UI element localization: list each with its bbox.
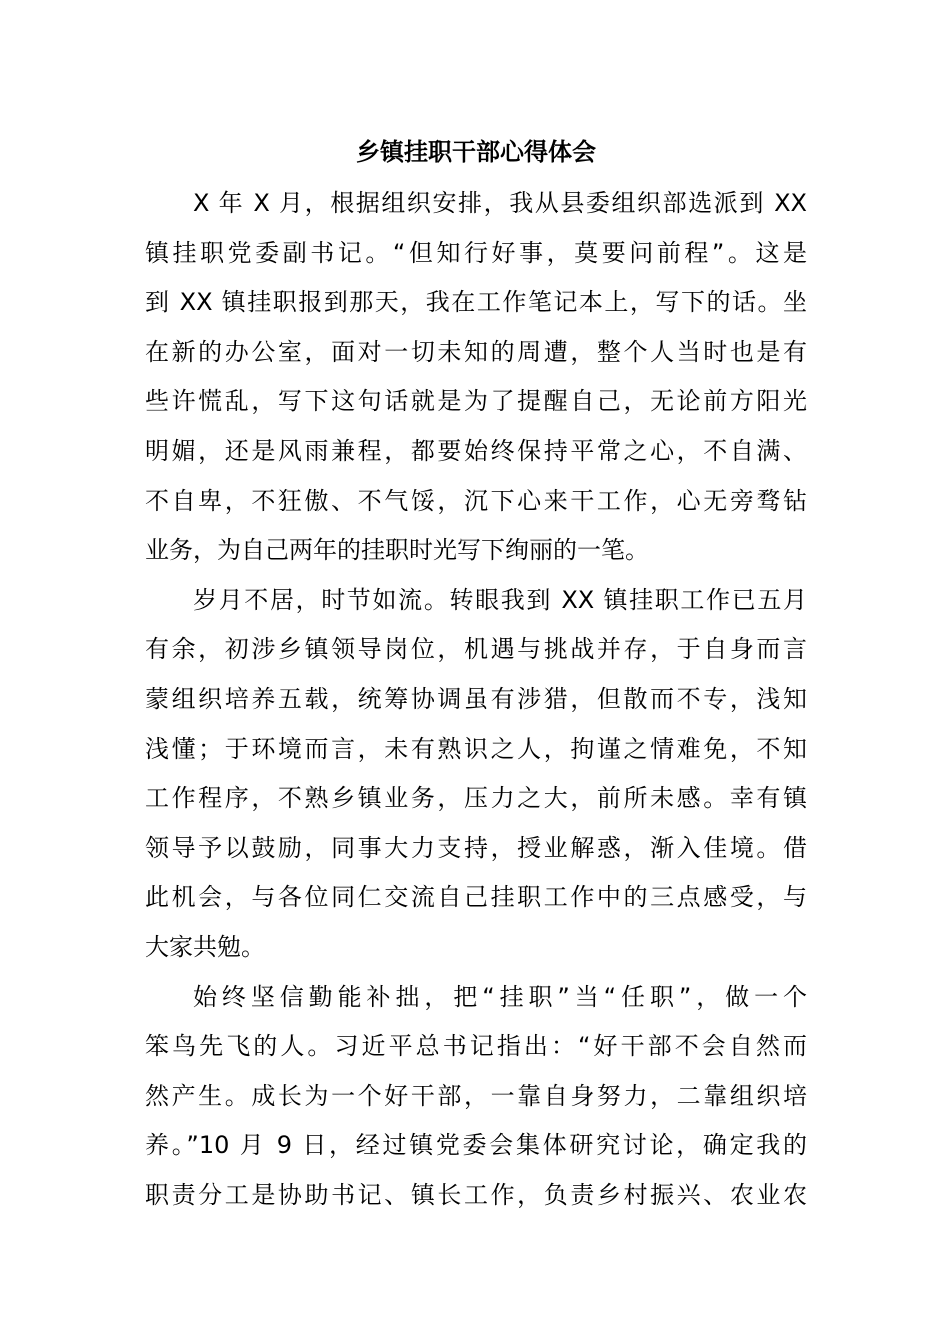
document-page <box>145 0 807 1344</box>
text-line: 养。”10 月 9 日，经过镇党委会集体研究讨论，确定我的 <box>145 1131 807 1160</box>
text-line: 此机会，与各位同仁交流自己挂职工作中的三点感受，与 <box>145 883 807 912</box>
text-line: 业务，为自己两年的挂职时光写下绚丽的一笔。 <box>145 536 649 565</box>
paragraph-1 <box>145 179 807 576</box>
text-line: 然产生。成长为一个好干部，一靠自身努力，二靠组织培 <box>145 1081 807 1110</box>
text-line: 浅懂；于环境而言，未有熟识之人，拘谨之情难免，不知 <box>145 734 807 763</box>
text-line: 不自卑，不狂傲、不气馁，沉下心来干工作，心无旁骛钻 <box>145 486 807 515</box>
text-line: 有余，初涉乡镇领导岗位，机遇与挑战并存，于自身而言 <box>145 635 807 664</box>
text-line: 大家共勉。 <box>145 932 265 961</box>
paragraph-3 <box>145 973 807 1221</box>
text-line: 到 XX 镇挂职报到那天，我在工作笔记本上，写下的话。坐 <box>145 288 807 317</box>
text-line: 些许慌乱，写下这句话就是为了提醒自己，无论前方阳光 <box>145 387 807 416</box>
text-line: 始终坚信勤能补拙，把“挂职”当“任职”，做一个 <box>193 982 807 1011</box>
text-line: 职责分工是协助书记、镇长工作，负责乡村振兴、农业农 <box>145 1180 807 1209</box>
text-line: 笨鸟先飞的人。习近平总书记指出：“好干部不会自然而 <box>145 1032 807 1061</box>
text-line: 岁月不居，时节如流。转眼我到 XX 镇挂职工作已五月 <box>193 585 807 614</box>
text-line: 明媚，还是风雨兼程，都要始终保持平常之心，不自满、 <box>145 436 807 465</box>
text-line: 在新的办公室，面对一切未知的周遭，整个人当时也是有 <box>145 337 807 366</box>
text-line: 镇挂职党委副书记。“但知行好事，莫要问前程”。这是 <box>145 238 807 267</box>
document-title: 乡镇挂职干部心得体会 <box>356 138 596 166</box>
text-line: X 年 X 月，根据组织安排，我从县委组织部选派到 XX <box>193 189 807 217</box>
document-body <box>145 179 807 1220</box>
text-line: 工作程序，不熟乡镇业务，压力之大，前所未感。幸有镇 <box>145 784 807 813</box>
text-line: 领导予以鼓励，同事大力支持，授业解惑，渐入佳境。借 <box>145 833 807 862</box>
text-line: 蒙组织培养五载，统筹协调虽有涉猎，但散而不专，浅知 <box>145 684 807 713</box>
paragraph-2 <box>145 576 807 973</box>
